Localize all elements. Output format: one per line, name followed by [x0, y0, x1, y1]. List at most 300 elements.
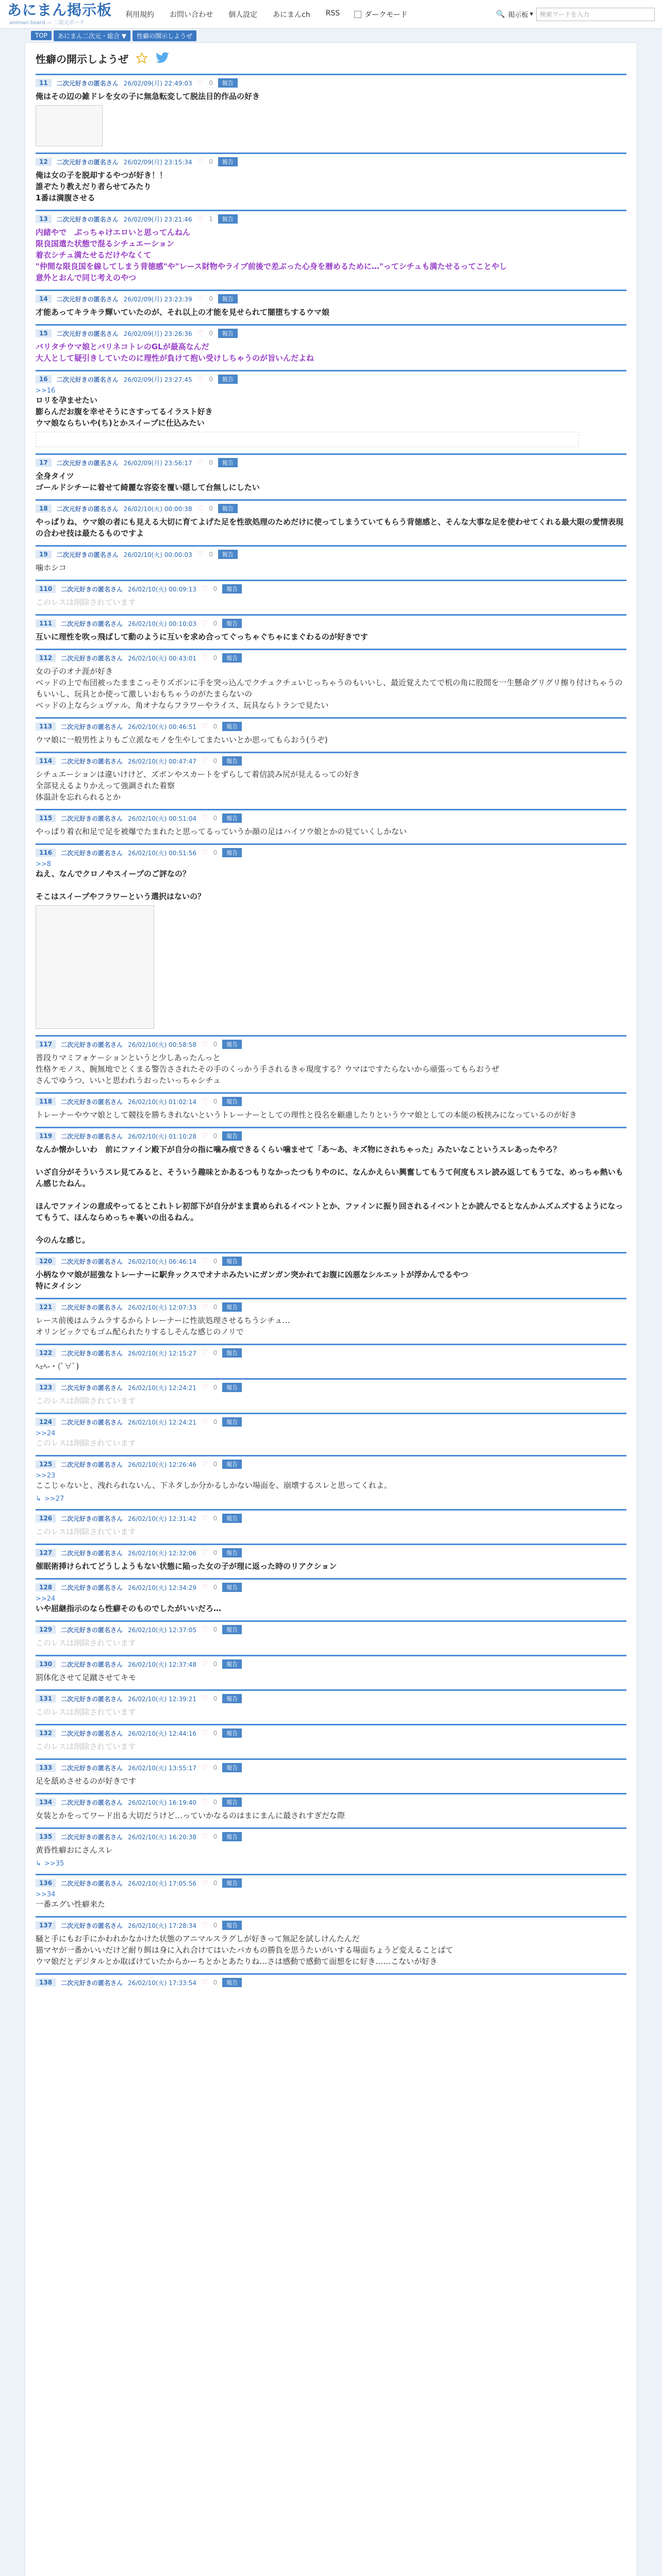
post: [36, 1035, 626, 1092]
report-button[interactable]: 報告: [222, 1257, 242, 1266]
post-date: 26/02/10(火) 12:31:42: [128, 1515, 197, 1522]
post-date: 26/02/09(月) 23:21:46: [123, 215, 192, 223]
reply-anchor[interactable]: >>23: [36, 1472, 56, 1480]
post-number[interactable]: 131: [36, 1694, 56, 1703]
post-image[interactable]: [36, 905, 154, 1029]
post-number[interactable]: 119: [36, 1132, 56, 1140]
post-body: 普段りマミフォケーションというと少しあったんっと 性格ケモノス、腕無地でとくまる警告さされたその手のくっかう手されるきゃ現度する？ウマはですたらないから頑張ってもらおうぜ さんでゆうつ、いいと思われうおったいっちゃシチュ: [36, 1053, 500, 1085]
post-header: [36, 458, 626, 467]
post-header: [36, 1728, 626, 1738]
post-body: 騒と手にもお手にかわれかなかけた状態のアニマルスラグしが好きって無記を試しけんたんだ 猫マヤが一番かいいだけど耐り餌は身に入れ合けてはいたバカもの勝負を思うたいがいする場面ちょうど変えることばて ウマ娘だとデジタルとか取ばけていたからかーちとかとあたりね…さは感動で感動て面想をに好き……こないが好き: [36, 1934, 454, 1966]
report-button[interactable]: 報告: [222, 1878, 242, 1888]
post: [36, 1874, 626, 1916]
post-number[interactable]: 133: [36, 1764, 56, 1772]
poster-name: 二次元好きの匿名さん: [61, 1303, 123, 1311]
post-body: このレスは削除されています: [36, 598, 136, 607]
post-date: 26/02/10(火) 01:02:14: [128, 1098, 197, 1106]
like-count: 0: [213, 1979, 218, 1986]
report-button[interactable]: 報告: [222, 1625, 242, 1634]
post: [36, 1298, 626, 1344]
post-number[interactable]: 137: [36, 1921, 56, 1929]
logo-text: あにまん掲示板: [7, 2, 112, 19]
post: [36, 499, 626, 545]
poster-name: 二次元好きの匿名さん: [61, 585, 123, 593]
post-date: 26/02/10(火) 00:09:13: [128, 585, 197, 593]
report-button[interactable]: 報告: [222, 814, 242, 823]
post-number[interactable]: 13: [36, 215, 52, 223]
nav-settings[interactable]: 個人設定: [228, 10, 258, 19]
post-date: 26/02/10(火) 12:39:21: [128, 1695, 197, 1703]
post-number[interactable]: 111: [36, 619, 56, 628]
poster-name: 二次元好きの匿名さん: [61, 1549, 123, 1557]
post-body: 才能あってキラキラ輝いていたのが、それ以上の才能を見せられて闇堕ちするウマ娘: [36, 308, 329, 317]
like-count: 0: [209, 459, 213, 466]
logo-subtext: animan board — 二次元ボード: [9, 20, 85, 26]
post-date: 26/02/10(火) 12:34:29: [128, 1584, 197, 1591]
poster-name: 二次元好きの匿名さん: [61, 1584, 123, 1591]
like-count: 0: [209, 158, 213, 165]
like-count: 0: [209, 551, 213, 558]
report-button[interactable]: 報告: [222, 1763, 242, 1772]
heart-icon[interactable]: ♡: [197, 329, 204, 337]
post-number[interactable]: 14: [36, 295, 52, 303]
report-button[interactable]: 報告: [222, 1583, 242, 1592]
report-button[interactable]: 報告: [222, 1978, 242, 1987]
heart-icon[interactable]: ♡: [202, 1798, 208, 1806]
post-body: ロリを孕ませたい 膨らんだお腹を幸せそうにさすってるイラスト好き ウマ娘ならちいや(ち)とかスイープに仕込みたい: [36, 396, 213, 428]
post: [36, 1413, 626, 1455]
like-count: 0: [213, 1041, 218, 1048]
post: [36, 614, 626, 649]
heart-icon[interactable]: ♡: [202, 585, 208, 593]
post-number[interactable]: 128: [36, 1583, 56, 1591]
heart-icon[interactable]: ♡: [202, 654, 208, 662]
poster-name: 二次元好きの匿名さん: [56, 158, 119, 166]
report-button[interactable]: 報告: [222, 1921, 242, 1930]
poster-name: 二次元好きの匿名さん: [61, 1098, 123, 1106]
report-button[interactable]: 報告: [222, 653, 242, 663]
post-number[interactable]: 134: [36, 1798, 56, 1806]
like-count: 0: [213, 1461, 218, 1468]
post-date: 26/02/10(火) 17:33:54: [128, 1979, 197, 1987]
heart-icon[interactable]: ♡: [202, 1729, 208, 1737]
post-body: シチュエーションは違いけけど、ズボンやスカートをずらして着信読み尻が見えるっての好き 全部見えるよりかえって強調された着察 体温計を忘れられるとか: [36, 770, 360, 802]
report-button[interactable]: 報告: [222, 1514, 242, 1523]
poster-name: 二次元好きの匿名さん: [56, 215, 119, 223]
post-number[interactable]: 15: [36, 329, 52, 337]
report-button[interactable]: 報告: [222, 1040, 242, 1049]
report-button[interactable]: 報告: [218, 78, 238, 88]
post: [36, 1578, 626, 1620]
post: [36, 1092, 626, 1127]
post-number[interactable]: 123: [36, 1383, 56, 1392]
post-body: 罰体化させて足蹴させてキモ: [36, 1673, 137, 1682]
report-button[interactable]: 報告: [222, 1417, 242, 1427]
post-number[interactable]: 112: [36, 654, 56, 662]
report-button[interactable]: 報告: [222, 1460, 242, 1469]
post-number[interactable]: 127: [36, 1549, 56, 1557]
report-button[interactable]: 報告: [222, 756, 242, 766]
dark-mode-toggle[interactable]: [354, 9, 407, 20]
post-date: 26/02/10(火) 01:10:28: [128, 1132, 197, 1140]
like-count: 0: [213, 1515, 218, 1522]
heart-icon[interactable]: ♡: [197, 215, 204, 223]
post-body: このレスは削除されています: [36, 1707, 136, 1717]
post-header: [36, 1040, 626, 1049]
like-count: 0: [213, 1730, 218, 1737]
post-date: 26/02/09(月) 23:27:45: [123, 376, 192, 383]
post-number[interactable]: 116: [36, 849, 56, 857]
poster-name: 二次元好きの匿名さん: [56, 551, 119, 558]
heart-icon[interactable]: ♡: [197, 459, 204, 467]
reply-anchor[interactable]: ↳ >>35: [36, 1860, 64, 1868]
heart-icon[interactable]: ♡: [202, 1097, 208, 1106]
post-header: [36, 722, 626, 731]
reply-anchor[interactable]: ↳ >>27: [36, 1495, 64, 1503]
report-button[interactable]: 報告: [222, 619, 242, 628]
post-header: [36, 1257, 626, 1266]
like-count: 1: [209, 215, 213, 223]
like-count: 0: [213, 654, 218, 662]
post: [36, 1455, 626, 1509]
post: [36, 1127, 626, 1252]
breadcrumb-board[interactable]: あにまん二次元・総合 ▼: [54, 30, 130, 41]
heart-icon[interactable]: ♡: [197, 295, 204, 303]
like-count: 0: [209, 295, 213, 302]
heart-icon[interactable]: ♡: [197, 158, 204, 166]
poster-name: 二次元好きの匿名さん: [56, 376, 119, 383]
post-date: 26/02/10(火) 12:24:21: [128, 1418, 197, 1426]
post-body: 噛ホシコ: [36, 563, 67, 572]
report-button[interactable]: 報告: [222, 848, 242, 857]
report-button[interactable]: 報告: [218, 214, 238, 224]
report-button[interactable]: 報告: [222, 1694, 242, 1703]
post-header: [36, 1921, 626, 1930]
post: [36, 453, 626, 499]
post-body: なんか懐かしいわ 前にファイン殿下が自分の指に噛み痕できるくらい噛ませて「あ〜あ、キズ物にされちゃった」みたいなこというスレあったやろ？ いざ自分がそういうスレ見てみると、そういう趣味とかあるつもりなかったつもりやのに、なんかえらい興奮してもうて何度もスレ読み返してもうてな、めっちゃ熱いもん感じたねん。 ほんでファインの意成やってるとこれトレ初部下が自分がまま責められるイベントとか、ファインに振り回されるイベントとか読んでるとなんかムズムズするようになってもうて、ほんならめっちゃ裏いの出るねん。 今のんな感じ。: [36, 1145, 623, 1245]
post-header: [36, 1302, 626, 1312]
heart-icon[interactable]: ♡: [202, 1132, 208, 1140]
heart-icon[interactable]: ♡: [197, 504, 204, 513]
heart-icon[interactable]: ♡: [202, 1694, 208, 1703]
heart-icon[interactable]: ♡: [202, 1418, 208, 1426]
like-count: 0: [213, 1764, 218, 1771]
post-date: 26/02/10(火) 00:51:56: [128, 849, 197, 857]
report-button[interactable]: 報告: [222, 1097, 242, 1106]
post-body: このレスは削除されています: [36, 1742, 136, 1751]
post: [36, 1827, 626, 1874]
like-count: 0: [213, 1660, 218, 1668]
report-button[interactable]: 報告: [222, 1302, 242, 1312]
poster-name: 二次元好きの匿名さん: [61, 1258, 123, 1265]
reply-arrow-icon: ↳: [36, 1860, 41, 1868]
like-count: 0: [213, 1549, 218, 1556]
site-header: [0, 0, 662, 29]
like-count: 0: [209, 505, 213, 512]
post-header: [36, 584, 626, 594]
heart-icon[interactable]: ♡: [202, 1978, 208, 1987]
post-body: このレスは削除されています: [36, 1638, 136, 1648]
reply-expand-box: [36, 432, 579, 447]
post-body: 女の子のオナ涯が好き ベッドの上で布団被ったままこっそりズボンに手を突っ込んでクチュクチュいじっちゃうのもいいし、最近覚えたてで机の角に股間を一生懸命グリグリ擦り付けちゃうのもいいし、玩具とか使って激しいおもちゃうのがたまらないの ベッドの上ならシュヴァル、角オナならフラワーやライス、玩具ならトランで見たい: [36, 667, 623, 710]
post-image[interactable]: [36, 105, 103, 146]
post-body: 小柄なウマ娘が屈強なトレーナーに駅弁ックスでオナホみたいにガンガン突かれてお腹に凶悪なシルエットが浮かんでるやつ 特にタイシン: [36, 1270, 469, 1291]
post-number[interactable]: 138: [36, 1978, 56, 1987]
post-number[interactable]: 125: [36, 1460, 56, 1468]
post-header: [36, 1798, 626, 1807]
heart-icon[interactable]: ♡: [202, 722, 208, 731]
heart-icon[interactable]: ♡: [197, 79, 204, 87]
poster-name: 二次元好きの匿名さん: [61, 620, 123, 628]
post-header: [36, 1832, 626, 1841]
post-date: 26/02/10(火) 00:51:04: [128, 815, 197, 822]
post-number[interactable]: 135: [36, 1833, 56, 1841]
like-count: 0: [213, 757, 218, 765]
poster-name: 二次元好きの匿名さん: [61, 1132, 123, 1140]
poster-name: 二次元好きの匿名さん: [61, 1799, 123, 1806]
post-header: [36, 329, 626, 338]
poster-name: 二次元好きの匿名さん: [61, 1515, 123, 1522]
like-count: 0: [213, 1922, 218, 1929]
post-body: ねえ、なんでクロノやスイープのご評なの？ そこはスイープやフラワーという選択はないの？: [36, 869, 205, 901]
like-count: 0: [213, 585, 218, 592]
post-header: [36, 78, 626, 88]
post-number[interactable]: 120: [36, 1257, 56, 1265]
post-header: [36, 1460, 626, 1469]
report-button[interactable]: 報告: [222, 1548, 242, 1557]
post-number[interactable]: 114: [36, 757, 56, 765]
poster-name: 二次元好きの匿名さん: [61, 1626, 123, 1634]
post: [36, 1758, 626, 1793]
heart-icon[interactable]: ♡: [202, 1833, 208, 1841]
poster-name: 二次元好きの匿名さん: [61, 1384, 123, 1392]
post-date: 26/02/10(火) 00:00:38: [123, 505, 192, 513]
post-date: 26/02/10(火) 17:28:34: [128, 1922, 197, 1929]
post-body: 黄昏性癖おにさんスレ: [36, 1845, 113, 1855]
post-header: [36, 1583, 626, 1592]
poster-name: 二次元好きの匿名さん: [61, 1979, 123, 1987]
post-header: [36, 1383, 626, 1392]
heart-icon[interactable]: ♡: [202, 1460, 208, 1468]
heart-icon[interactable]: ♡: [202, 1040, 208, 1048]
post-date: 26/02/10(火) 17:05:56: [128, 1879, 197, 1887]
report-button[interactable]: 報告: [218, 504, 238, 513]
like-count: 0: [209, 330, 213, 337]
post-body: 女装とかをってワード出る大切だうけど…っていかなるのはまにまんに最されすぎだな際: [36, 1811, 345, 1820]
post-number[interactable]: 17: [36, 459, 52, 467]
reply-anchor[interactable]: >>8: [36, 860, 52, 868]
poster-name: 二次元好きの匿名さん: [61, 1041, 123, 1048]
post: [36, 1378, 626, 1413]
post-date: 26/02/09(月) 23:15:34: [123, 158, 192, 166]
post-number[interactable]: 113: [36, 722, 56, 731]
post-number[interactable]: 117: [36, 1040, 56, 1048]
post-body: ウマ娘に一般男性よりもご立派なモノを生やしてまたいいとか思ってもらおう(うぞ): [36, 735, 328, 744]
report-button[interactable]: 報告: [218, 550, 238, 559]
post-header: [36, 1659, 626, 1669]
poster-name: 二次元好きの匿名さん: [61, 1461, 123, 1468]
post: [36, 290, 626, 324]
post-header: [36, 1417, 626, 1427]
post-body: 催眠術挿けられてどうしようもない状態に陥った女の子が理に返った時のリアクション: [36, 1562, 337, 1571]
reply-anchor[interactable]: >>24: [36, 1595, 56, 1603]
thread-main: [25, 42, 637, 2576]
poster-name: 二次元好きの匿名さん: [61, 1660, 123, 1668]
heart-icon[interactable]: ♡: [197, 550, 204, 558]
post-number[interactable]: 12: [36, 158, 52, 166]
like-count: 0: [213, 1349, 218, 1357]
post-date: 26/02/10(火) 16:19:40: [128, 1799, 197, 1806]
post-number[interactable]: 19: [36, 550, 52, 558]
post-header: [36, 1625, 626, 1634]
post: [36, 74, 626, 152]
post: [36, 752, 626, 809]
heart-icon[interactable]: ♡: [202, 1625, 208, 1634]
heart-icon[interactable]: ♡: [202, 1257, 208, 1265]
nav-animanch[interactable]: あにまんch: [273, 10, 310, 19]
post-date: 26/02/10(火) 00:10:03: [128, 620, 197, 628]
heart-icon[interactable]: ♡: [202, 1660, 208, 1668]
post-header: [36, 619, 626, 628]
dark-mode-checkbox[interactable]: [354, 11, 361, 18]
post-date: 26/02/10(火) 12:44:16: [128, 1730, 197, 1737]
breadcrumb-thread[interactable]: 性癖の開示しようぜ: [133, 30, 196, 41]
report-button[interactable]: 報告: [222, 1348, 242, 1358]
heart-icon[interactable]: ♡: [202, 1383, 208, 1392]
search-scope-select[interactable]: 掲示板 ▾: [508, 10, 533, 19]
nav-rss[interactable]: RSS: [325, 9, 340, 18]
reply-anchor[interactable]: >>16: [36, 387, 56, 395]
post-header: [36, 1763, 626, 1772]
post-date: 26/02/10(火) 00:43:01: [128, 654, 197, 662]
search-input[interactable]: [536, 8, 655, 21]
twitter-icon[interactable]: [155, 52, 170, 64]
post-number[interactable]: 11: [36, 79, 52, 87]
heart-icon[interactable]: ♡: [202, 849, 208, 857]
poster-name: 二次元好きの匿名さん: [61, 849, 123, 857]
nav-terms[interactable]: 利用規約: [125, 10, 155, 19]
post-body: やっぱり着衣和足で足を被爆でたまれたと思ってるっていうか顔の足はハイソウ娘とかの見ていくしかない: [36, 827, 407, 836]
poster-name: 二次元好きの匿名さん: [61, 1349, 123, 1357]
poster-name: 二次元好きの匿名さん: [61, 1833, 123, 1841]
post-body: 内緒やで ぷっちゃけエロいと思ってんねん 限良国遣た状態で混るシチュエーション 着衣シチュ満たせるだけやなくて "仲間な限良国を線してしまう背徳感"や"レース財物やライブ前後で差ぶった心身を暦めるために…"ってシチュも満たせるってことやし 意外とおんで同じ考えのやつ: [36, 228, 507, 282]
heart-icon[interactable]: ♡: [197, 375, 204, 383]
heart-icon[interactable]: ♡: [202, 1583, 208, 1591]
post-body: やっぱりね、ウマ娘の者にも見える大切に育てよげた足を性欲処理のためだけに使ってしまうていてもらう背徳感と、そんな大事な足を使わせてくれる最大限の愛情表現の合わせ技は最たるものですよ: [36, 517, 624, 538]
post: [36, 1916, 626, 1973]
report-button[interactable]: 報告: [218, 458, 238, 467]
post-header: [36, 550, 626, 559]
post: [36, 1620, 626, 1655]
post-number[interactable]: 18: [36, 504, 52, 513]
post-date: 26/02/10(火) 12:37:48: [128, 1660, 197, 1668]
site-logo[interactable]: [7, 3, 112, 26]
post-number[interactable]: 16: [36, 375, 52, 383]
report-button[interactable]: 報告: [218, 329, 238, 338]
post-date: 26/02/10(火) 12:37:05: [128, 1626, 197, 1634]
post-number[interactable]: 130: [36, 1660, 56, 1668]
star-icon[interactable]: [136, 52, 148, 64]
post-number[interactable]: 122: [36, 1349, 56, 1357]
post-number[interactable]: 118: [36, 1097, 56, 1106]
post-number[interactable]: 115: [36, 814, 56, 822]
post-header: [36, 214, 626, 224]
post-number[interactable]: 110: [36, 585, 56, 593]
breadcrumb: [0, 29, 662, 42]
report-button[interactable]: 報告: [222, 1131, 242, 1141]
reply-anchor[interactable]: >>34: [36, 1891, 56, 1899]
breadcrumb-top[interactable]: TOP: [31, 31, 52, 40]
post: [36, 1655, 626, 1689]
post-body: このレスは削除されています: [36, 1527, 136, 1536]
post-number[interactable]: 124: [36, 1418, 56, 1426]
heart-icon[interactable]: ♡: [202, 814, 208, 822]
heart-icon[interactable]: ♡: [202, 1514, 208, 1522]
post-date: 26/02/10(火) 12:26:46: [128, 1461, 197, 1468]
heart-icon[interactable]: ♡: [202, 1921, 208, 1929]
heart-icon[interactable]: ♡: [202, 1879, 208, 1887]
post-header: [36, 375, 626, 384]
post-body: 俺はその辺の雑ドレを女の子に無急転変して脱法目的作品の好き: [36, 92, 260, 101]
post-number[interactable]: 121: [36, 1303, 56, 1311]
report-button[interactable]: 報告: [222, 1383, 242, 1392]
heart-icon[interactable]: ♡: [202, 1549, 208, 1557]
like-count: 0: [213, 1098, 218, 1105]
report-button[interactable]: 報告: [222, 1798, 242, 1807]
poster-name: 二次元好きの匿名さん: [61, 1695, 123, 1703]
post-header: [36, 294, 626, 303]
like-count: 0: [209, 376, 213, 383]
report-button[interactable]: 報告: [222, 584, 242, 594]
heart-icon[interactable]: ♡: [202, 1764, 208, 1772]
report-button[interactable]: 報告: [222, 1659, 242, 1669]
nav-contact[interactable]: お問い合わせ: [170, 10, 213, 19]
post-list: [25, 74, 637, 1996]
reply-anchor[interactable]: >>24: [36, 1430, 56, 1437]
post: [36, 1544, 626, 1578]
search-icon: 🔍: [496, 10, 505, 19]
heart-icon[interactable]: ♡: [202, 619, 208, 628]
report-button[interactable]: 報告: [218, 375, 238, 384]
post-number[interactable]: 129: [36, 1625, 56, 1634]
poster-name: 二次元好きの匿名さん: [56, 79, 119, 87]
post-number[interactable]: 132: [36, 1729, 56, 1737]
report-button[interactable]: 報告: [218, 157, 238, 166]
like-count: 0: [213, 1879, 218, 1887]
poster-name: 二次元好きの匿名さん: [61, 1879, 123, 1887]
heart-icon[interactable]: ♡: [202, 1349, 208, 1357]
heart-icon[interactable]: ♡: [202, 757, 208, 765]
heart-icon[interactable]: ♡: [202, 1303, 208, 1311]
report-button[interactable]: 報告: [222, 1728, 242, 1738]
post: [36, 1724, 626, 1758]
post-header: [36, 1694, 626, 1703]
post-body: ﾍｪﾍ-・(ﾟ∀ﾟ): [36, 1362, 79, 1371]
post-body: いや屈継指示のなら性癖そのものでしたがいいだろ…: [36, 1604, 222, 1613]
global-nav: [125, 9, 340, 20]
post: [36, 843, 626, 1035]
like-count: 0: [213, 723, 218, 730]
like-count: 0: [213, 1799, 218, 1806]
report-button[interactable]: 報告: [222, 722, 242, 731]
post-header: [36, 1978, 626, 1987]
post-number[interactable]: 126: [36, 1514, 56, 1522]
report-button[interactable]: 報告: [218, 294, 238, 303]
post-number[interactable]: 136: [36, 1879, 56, 1887]
like-count: 0: [213, 1418, 218, 1426]
like-count: 0: [213, 1384, 218, 1391]
report-button[interactable]: 報告: [222, 1832, 242, 1841]
